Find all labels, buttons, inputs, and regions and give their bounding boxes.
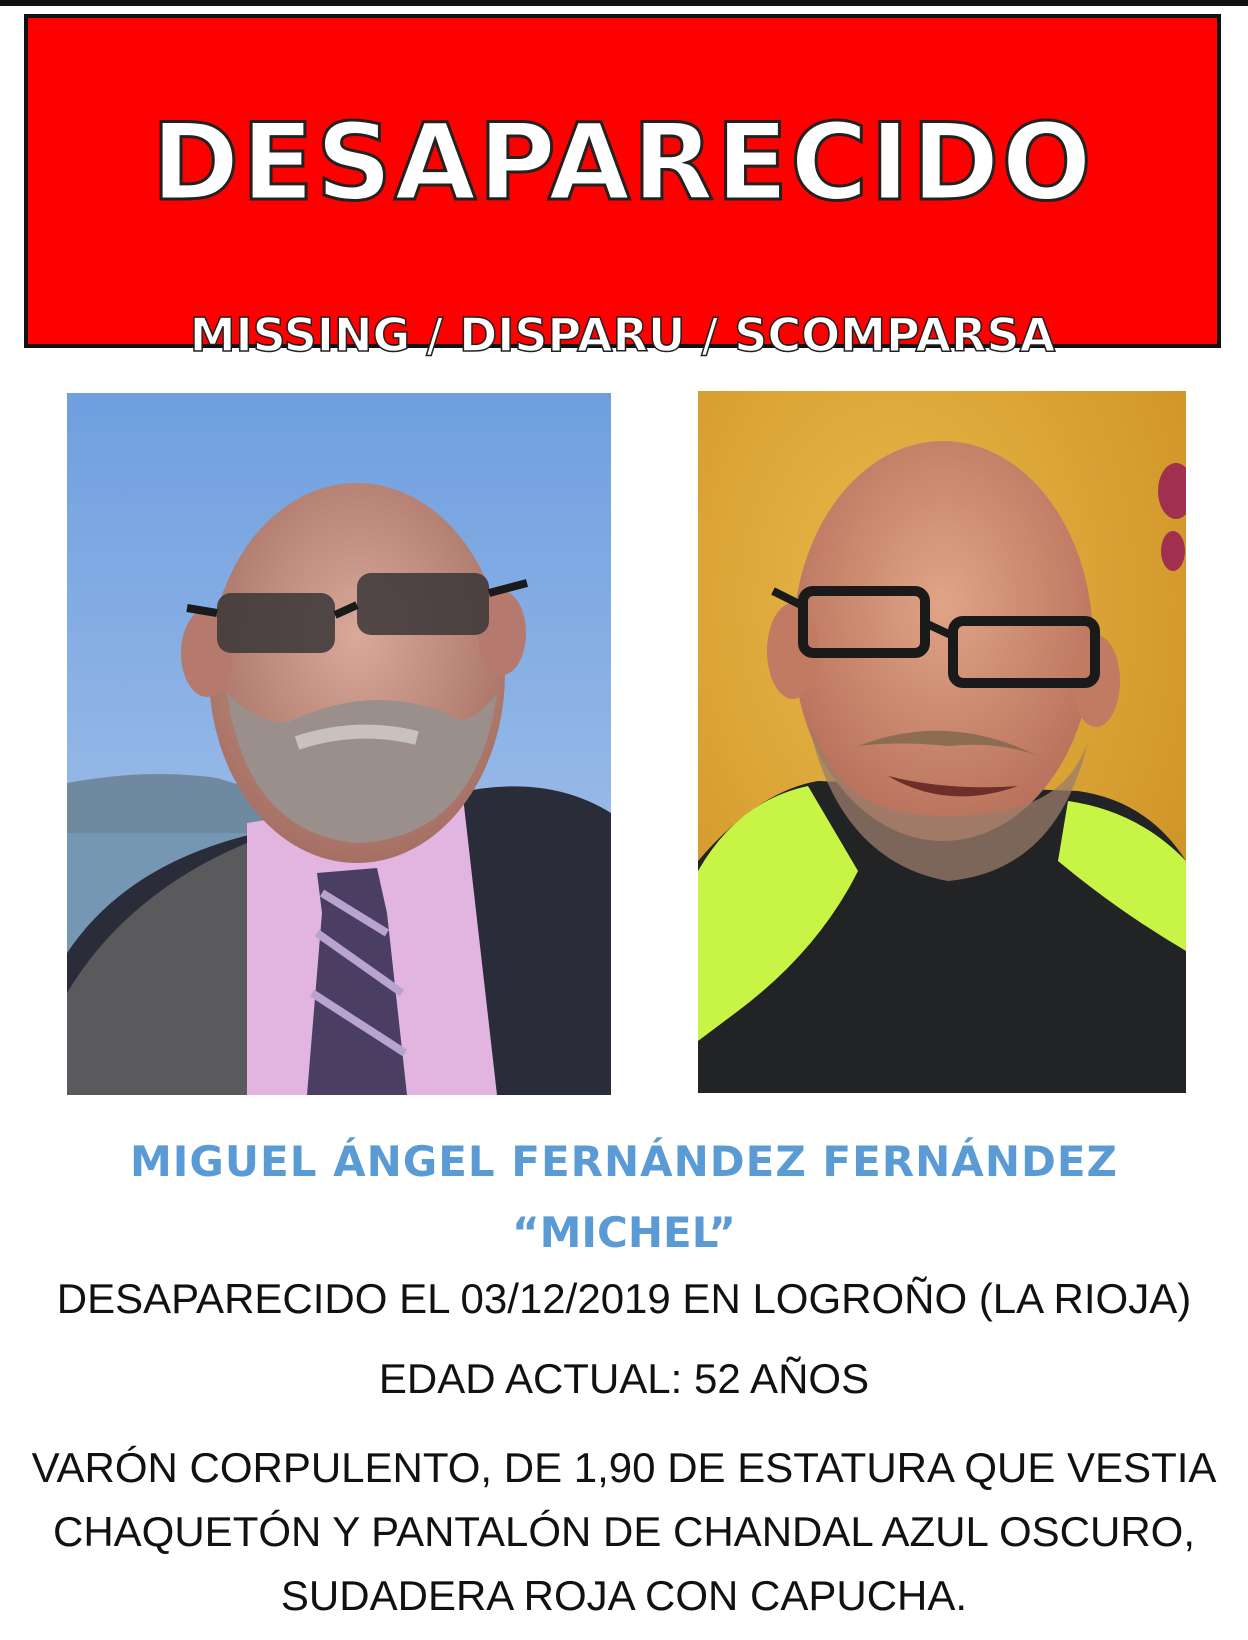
- person-photo-green-shirt: [698, 391, 1186, 1093]
- banner-title: DESAPARECIDO: [151, 101, 1094, 224]
- description-line: VARÓN CORPULENTO, DE 1,90 DE ESTATURA QUE VESTIA: [31, 1444, 1217, 1491]
- person-name: MIGUEL ÁNGEL FERNÁNDEZ FERNÁNDEZ: [130, 1137, 1118, 1186]
- person-nickname: “MICHEL”: [512, 1208, 736, 1257]
- missing-banner: [24, 14, 1221, 362]
- missing-date-location: DESAPARECIDO EL 03/12/2019 EN LOGROÑO (LA RIOJA): [56, 1275, 1192, 1322]
- top-border: [0, 0, 1248, 6]
- description-line: SUDADERA ROJA CON CAPUCHA.: [280, 1572, 968, 1619]
- banner-subtitle: MISSING / DISPARU / SCOMPARSA: [189, 308, 1056, 362]
- description-line: CHAQUETÓN Y PANTALÓN DE CHANDAL AZUL OSCURO,: [53, 1508, 1195, 1555]
- current-age: EDAD ACTUAL: 52 AÑOS: [378, 1355, 870, 1402]
- person-photo-suit: [67, 393, 611, 1095]
- physical-description: [0, 1436, 1248, 1628]
